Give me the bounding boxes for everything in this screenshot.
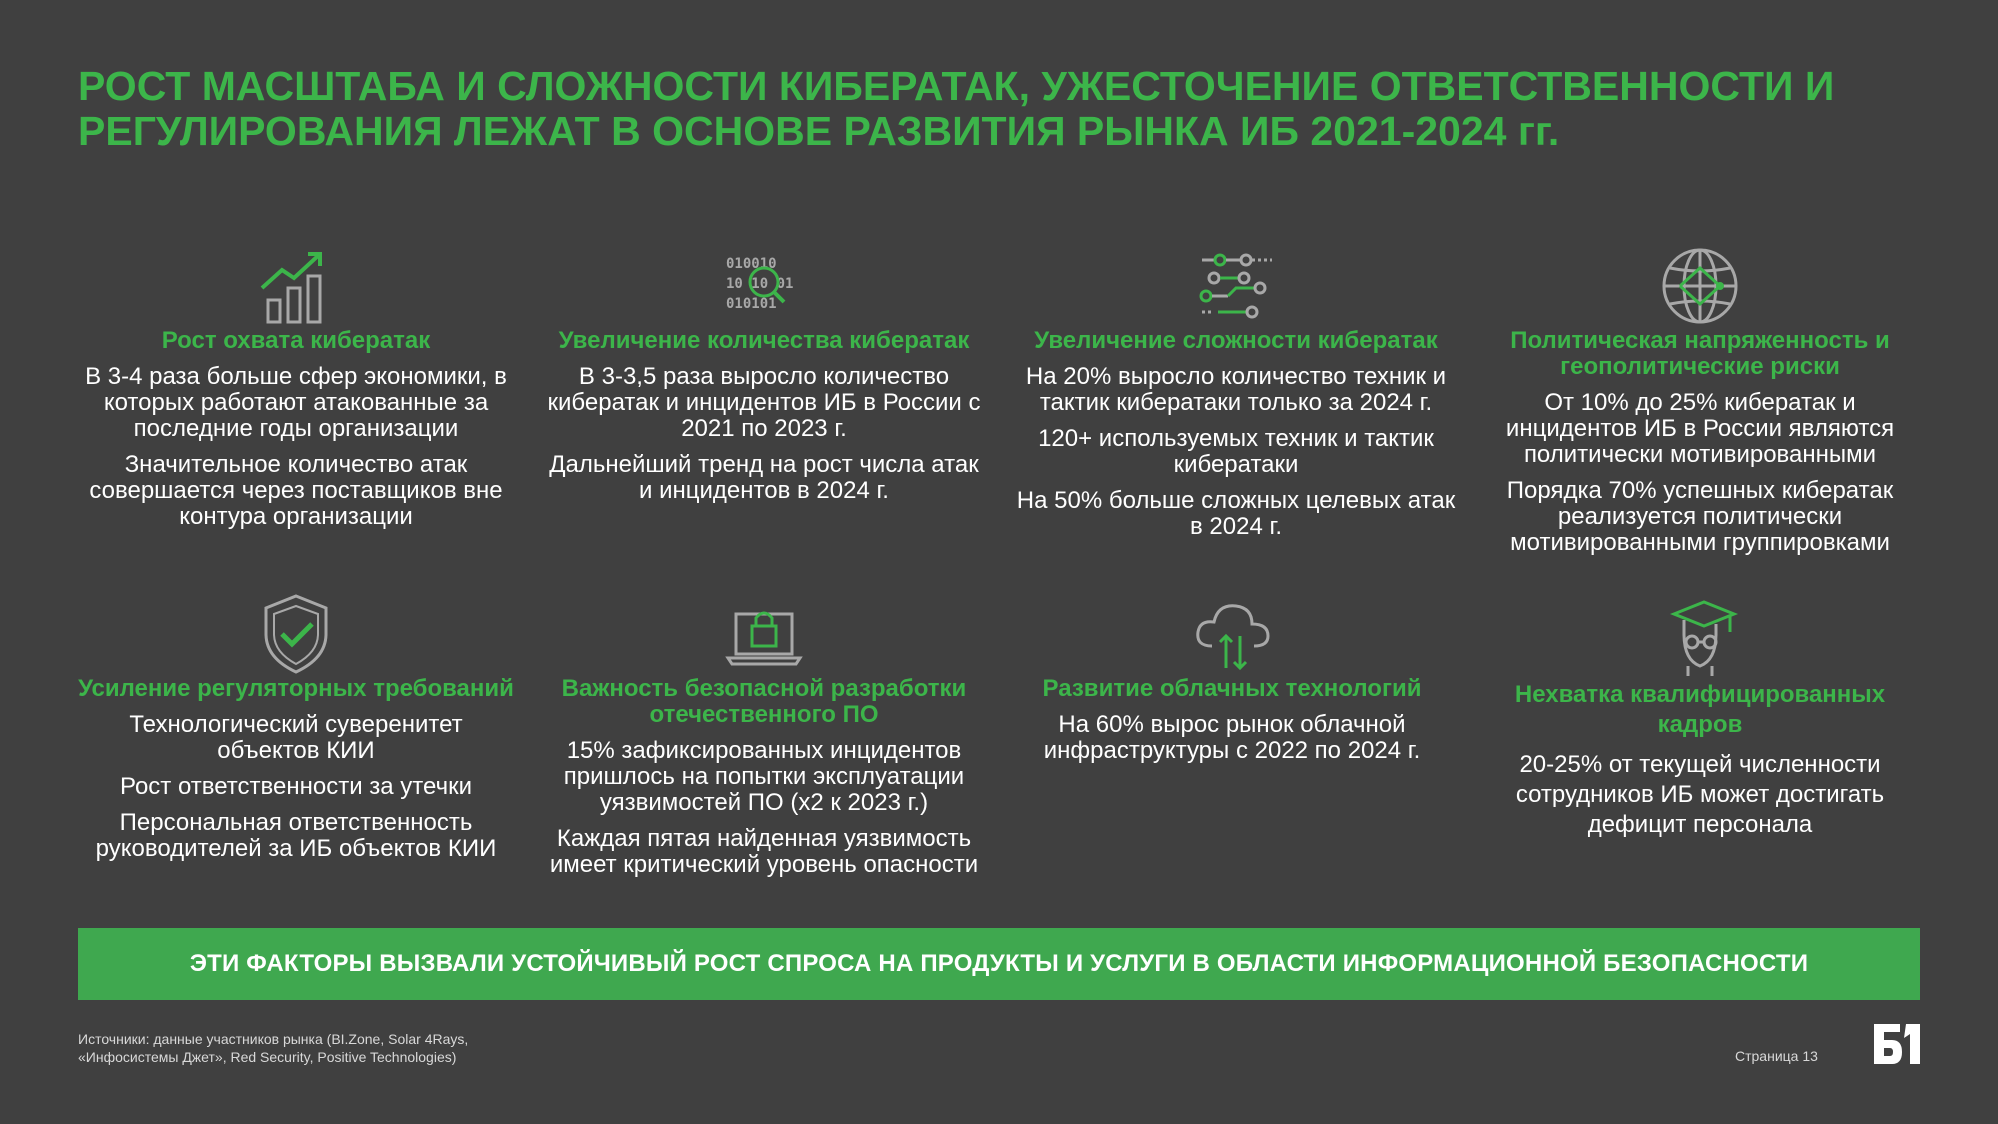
card-heading: Усиление регуляторных требований <box>78 675 514 702</box>
title-line-2: РЕГУЛИРОВАНИЯ ЛЕЖАТ В ОСНОВЕ РАЗВИТИЯ РЫНКА ИБ 2021-2024 гг. <box>78 108 1560 154</box>
card-regulation <box>76 592 516 862</box>
svg-text:010010: 010010 <box>726 256 777 272</box>
conclusion-banner: ЭТИ ФАКТОРЫ ВЫЗВАЛИ УСТОЙЧИВЫЙ РОСТ СПРОСА НА ПРОДУКТЫ И УСЛУГИ В ОБЛАСТИ ИНФОРМАЦИОННОЙ БЕЗОПАСНОСТИ <box>78 928 1920 1000</box>
card-text: От 10% до 25% кибератак и инцидентов ИБ в России являются политически мотивированными <box>1505 389 1895 468</box>
card-text: В 3-3,5 раза выросло количество кибератак и инцидентов ИБ в России с 2021 по 2023 г. <box>547 363 981 442</box>
card-cloud <box>1012 592 1452 764</box>
card-text: Порядка 70% успешных кибератак реализуется политически мотивированными группировками <box>1506 477 1894 556</box>
shield-check-icon <box>254 592 338 676</box>
card-text: 15% зафиксированных инцидентов пришлось на попытки эксплуатации уязвимостей ПО (x2 к 2023 г.) <box>563 737 965 816</box>
card-secure-development <box>544 592 984 878</box>
card-text: Каждая пятая найденная уязвимость имеет критический уровень опасности <box>549 825 979 878</box>
card-attack-count <box>544 244 984 504</box>
card-text: Технологический суверенитет объектов КИИ <box>129 711 463 764</box>
card-heading: Увеличение сложности кибератак <box>1034 327 1438 354</box>
page-number: Страница 13 <box>1735 1048 1818 1064</box>
card-text: На 20% выросло количество техник и тактик кибератаки только за 2024 г. <box>1025 363 1447 416</box>
sources-line-1: Источники: данные участников рынка (BI.Zone, Solar 4Rays, <box>78 1031 469 1047</box>
card-heading: Увеличение количества кибератак <box>558 327 970 354</box>
b1-logo <box>1872 1022 1922 1066</box>
card-heading: Политическая напряженность и геополитические риски <box>1510 327 1890 380</box>
card-staff-shortage <box>1480 596 1920 840</box>
binary-search-icon <box>722 244 806 328</box>
globe-icon <box>1658 244 1742 328</box>
svg-text:010101: 010101 <box>726 296 777 312</box>
chart-growth-icon <box>254 244 338 328</box>
card-text: На 50% больше сложных целевых атак в 2024 г. <box>1016 487 1456 540</box>
cloud-transfer-icon <box>1190 592 1274 676</box>
card-heading: Важность безопасной разработки отечественного ПО <box>561 675 967 728</box>
sources-note <box>78 1030 468 1066</box>
graduate-icon <box>1658 596 1742 680</box>
laptop-lock-icon <box>722 592 806 676</box>
card-text: Рост ответственности за утечки <box>120 773 472 800</box>
card-text: Дальнейший тренд на рост числа атак и инцидентов в 2024 г. <box>549 451 979 504</box>
card-attack-coverage <box>76 244 516 530</box>
card-attack-complexity <box>1016 244 1456 540</box>
circuit-icon <box>1194 244 1278 328</box>
svg-text:10 10 01: 10 10 01 <box>726 276 794 292</box>
page-title <box>78 64 1938 154</box>
card-heading: Рост охвата кибератак <box>161 327 431 354</box>
card-text: Значительное количество атак совершается через поставщиков вне контура организации <box>89 451 503 530</box>
card-text: На 60% вырос рынок облачной инфраструктуры с 2022 по 2024 г. <box>1043 711 1421 764</box>
title-line-1: РОСТ МАСШТАБА И СЛОЖНОСТИ КИБЕРАТАК, УЖЕСТОЧЕНИЕ ОТВЕТСТВЕННОСТИ И <box>78 63 1835 109</box>
card-text: 120+ используемых техник и тактик кибератаки <box>1038 425 1434 478</box>
card-text: 20-25% от текущей численности сотрудников ИБ может достигать дефицит персонала <box>1515 751 1885 838</box>
card-political-risks <box>1480 244 1920 556</box>
card-text: Персональная ответственность руководителей за ИБ объектов КИИ <box>95 809 497 862</box>
card-heading: Нехватка квалифицированных кадров <box>1514 681 1886 738</box>
sources-line-2: «Инфосистемы Джет», Red Security, Positive Technologies) <box>78 1049 457 1065</box>
card-heading: Развитие облачных технологий <box>1042 675 1422 702</box>
card-text: В 3-4 раза больше сфер экономики, в которых работают атакованные за последние годы организации <box>85 363 507 442</box>
